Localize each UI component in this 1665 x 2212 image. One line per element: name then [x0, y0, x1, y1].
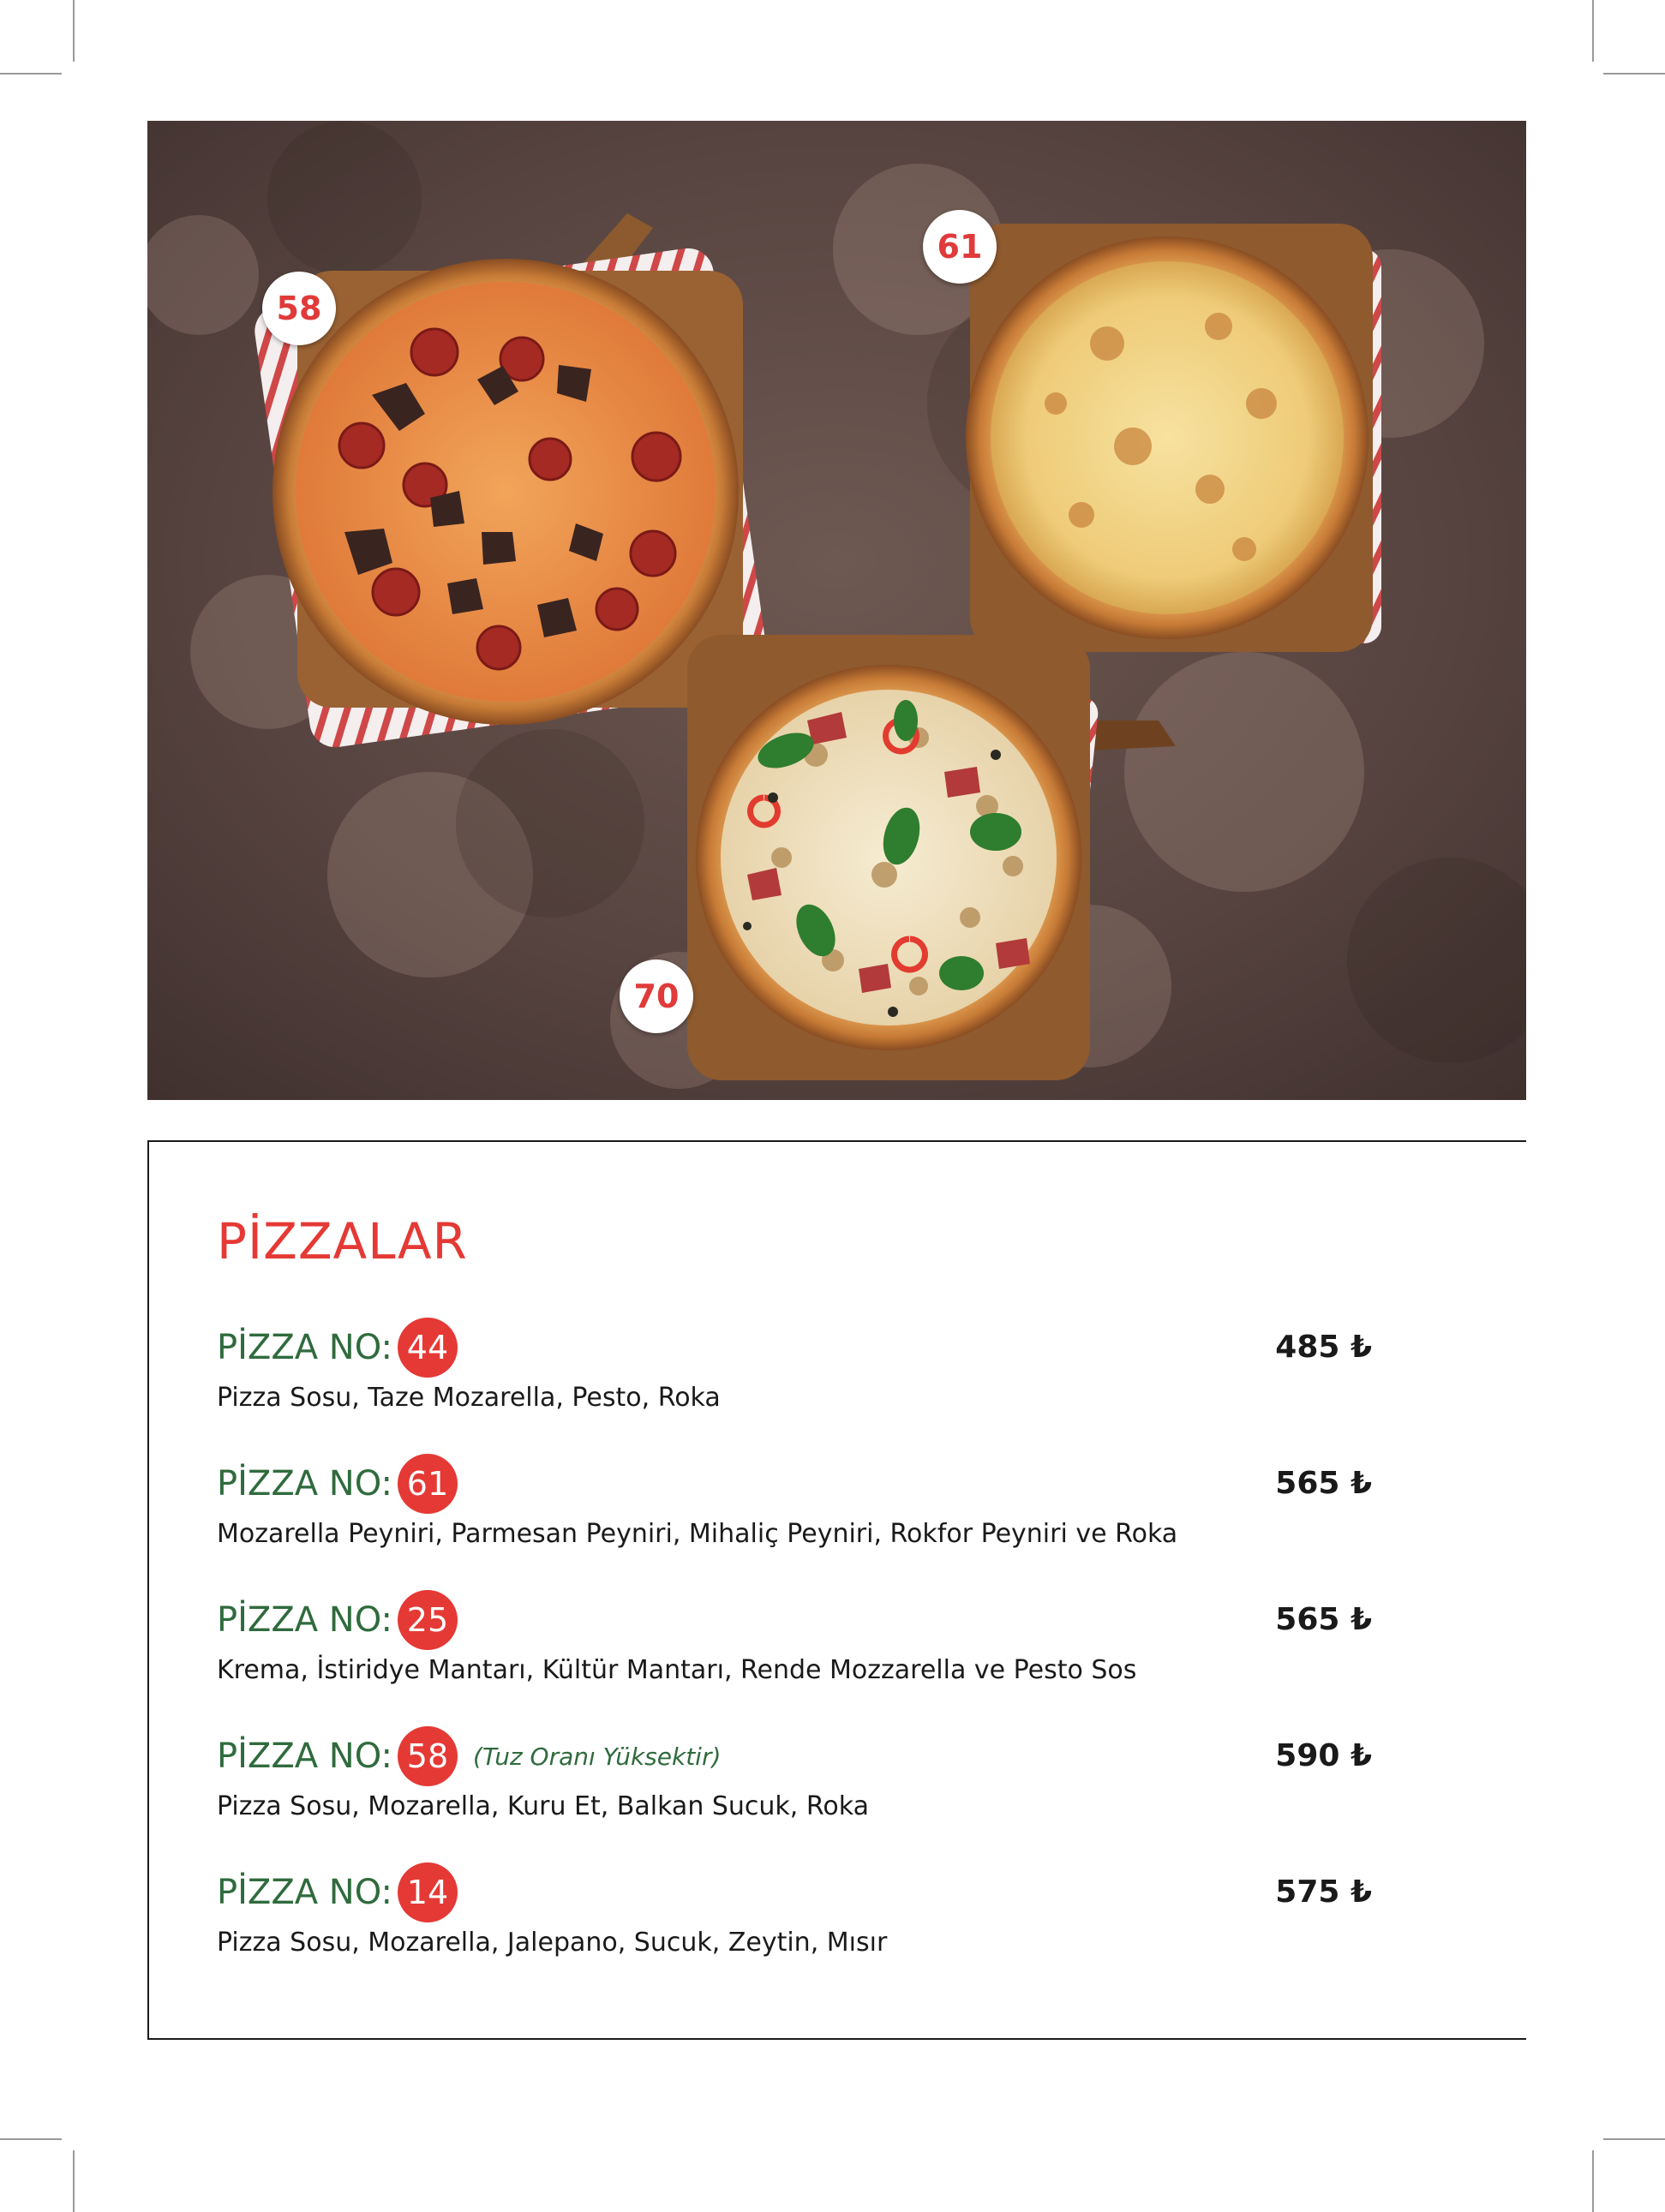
item-name: PİZZA NO:	[217, 1328, 392, 1367]
item-name: PİZZA NO:	[217, 1873, 392, 1912]
crop-mark-top-left-h	[0, 73, 62, 75]
item-name: PİZZA NO:	[217, 1737, 392, 1776]
item-number-badge: 61	[398, 1454, 458, 1514]
pizza-number-tag: 58	[262, 272, 336, 345]
item-name: PİZZA NO:	[217, 1600, 392, 1640]
menu-item	[217, 1590, 1382, 1693]
pizza-number-tag: 70	[620, 960, 693, 1033]
item-price: 590 ₺	[1275, 1738, 1372, 1773]
item-description: Krema, İstiridye Mantarı, Kültür Mantarı, Rende Mozzarella ve Pesto Sos	[217, 1655, 1137, 1685]
crop-mark-top-right-v	[1592, 0, 1594, 62]
menu-item	[217, 1454, 1382, 1557]
crop-mark-bottom-left-v	[73, 2150, 75, 2212]
section-title: PİZZALAR	[217, 1212, 468, 1270]
item-description: Pizza Sosu, Mozarella, Kuru Et, Balkan Sucuk, Roka	[217, 1791, 869, 1821]
menu-item	[217, 1318, 1382, 1420]
pizza-61-image	[966, 224, 1381, 652]
item-description: Pizza Sosu, Taze Mozarella, Pesto, Roka	[217, 1383, 721, 1413]
item-number-badge: 44	[398, 1318, 458, 1378]
pizza-number-tag: 61	[923, 210, 997, 284]
item-number-badge: 58	[398, 1726, 458, 1786]
item-note: (Tuz Oranı Yüksektir)	[472, 1742, 722, 1771]
item-price: 575 ₺	[1275, 1874, 1372, 1910]
item-name: PİZZA NO:	[217, 1464, 392, 1504]
menu-item	[217, 1726, 1382, 1829]
pizza-photo	[147, 121, 1526, 1100]
item-description: Mozarella Peyniri, Parmesan Peyniri, Mihaliç Peyniri, Rokfor Peyniri ve Roka	[217, 1519, 1178, 1549]
item-number-badge: 14	[398, 1862, 458, 1922]
crop-mark-top-left-v	[73, 0, 75, 62]
item-price: 565 ₺	[1275, 1466, 1372, 1501]
item-price: 485 ₺	[1275, 1330, 1372, 1365]
crop-mark-bottom-left-h	[0, 2138, 62, 2140]
item-description: Pizza Sosu, Mozarella, Jalepano, Sucuk, Zeytin, Mısır	[217, 1928, 888, 1958]
crop-mark-bottom-right-h	[1603, 2138, 1665, 2140]
crop-mark-bottom-right-v	[1592, 2150, 1594, 2212]
item-price: 565 ₺	[1275, 1602, 1372, 1637]
crop-mark-top-right-h	[1603, 73, 1665, 75]
item-number-badge: 25	[398, 1590, 458, 1650]
menu-item	[217, 1862, 1382, 1965]
